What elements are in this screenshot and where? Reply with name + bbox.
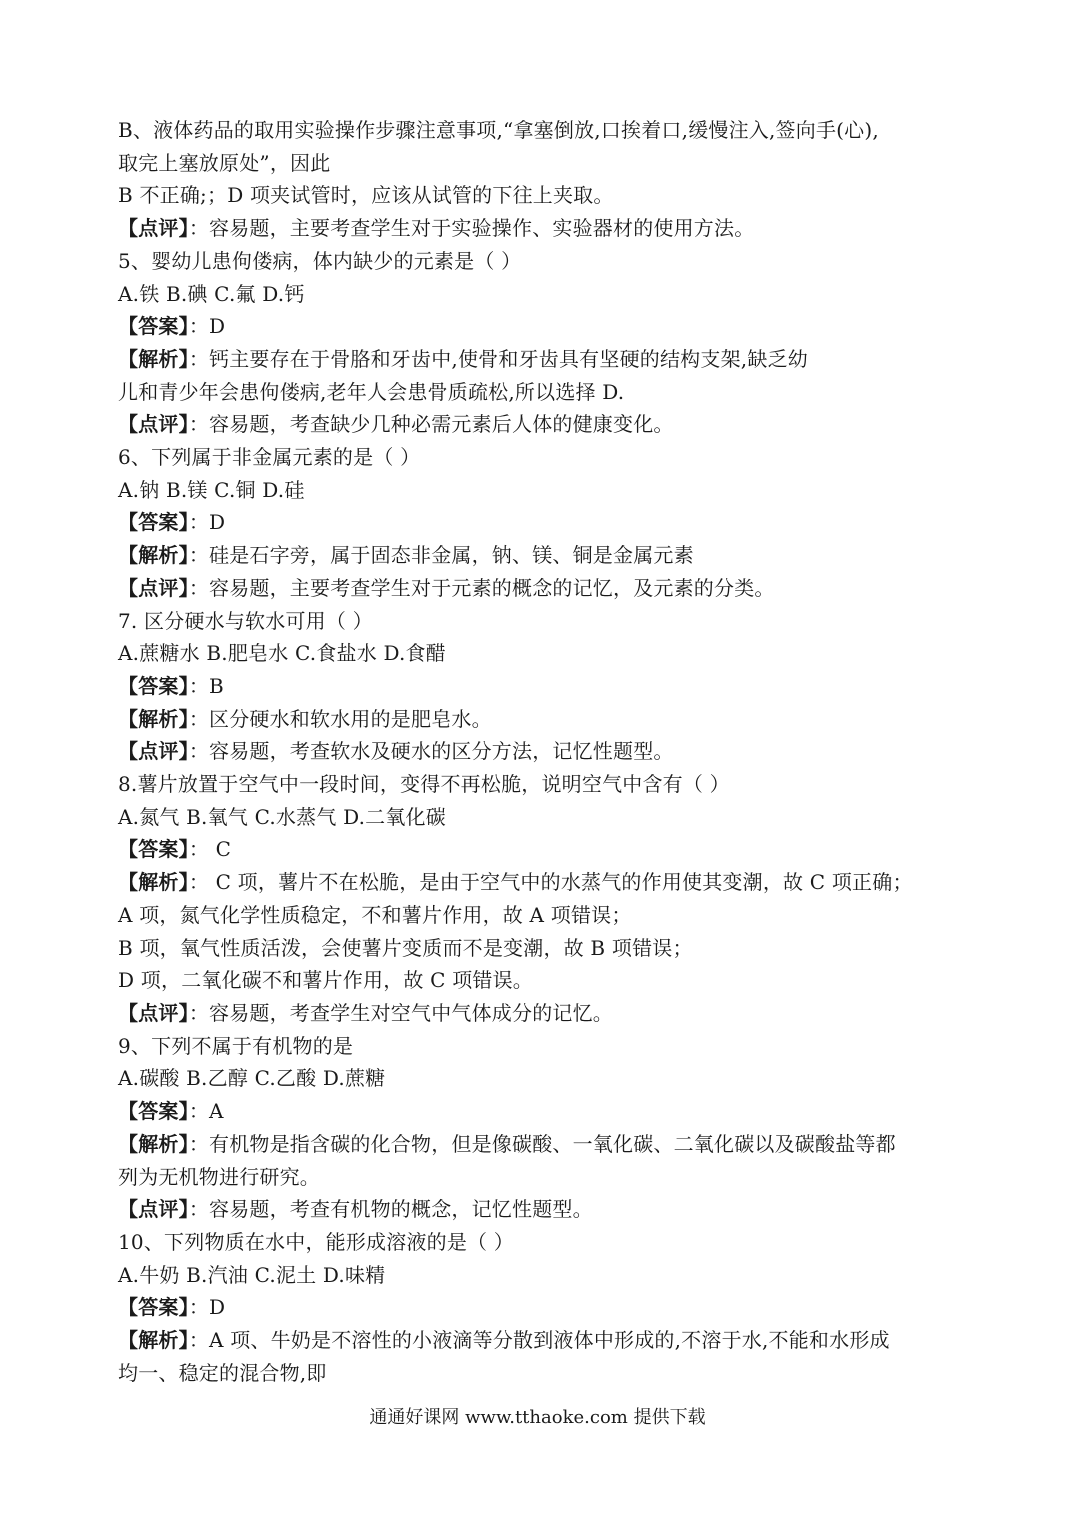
line-text: ：硅是石字旁，属于固态非金属，钠、镁、铜是金属元素 — [188, 543, 694, 568]
text-line — [118, 932, 968, 965]
text-line — [118, 179, 968, 212]
line-text: ： C 项，薯片不在松脆，是由于空气中的水蒸气的作用使其变潮，故 C 项正确； — [188, 870, 913, 895]
line-text: 列为无机物进行研究。 — [118, 1164, 320, 1189]
text-line — [118, 1193, 968, 1226]
text-line — [118, 506, 968, 539]
text-line — [118, 343, 968, 376]
line-text: ：D — [188, 1295, 226, 1320]
section-tag: 【解析】 — [118, 543, 189, 568]
line-text: A.氮气 B.氧气 C.水蒸气 D.二氧化碳 — [118, 804, 446, 829]
section-tag: 【点评】 — [118, 412, 189, 437]
line-text: B 项，氧气性质活泼，会使薯片变质而不是变潮，故 B 项错误； — [118, 935, 693, 960]
line-text: ：D — [188, 510, 226, 535]
line-text: A.铁 B.碘 C.氟 D.钙 — [118, 281, 305, 306]
line-text: 8.薯片放置于空气中一段时间，变得不再松脆，说明空气中含有（ ） — [118, 772, 730, 797]
section-tag: 【解析】 — [118, 346, 189, 371]
section-tag: 【解析】 — [118, 870, 189, 895]
line-text: 10、下列物质在水中，能形成溶液的是（ ） — [118, 1229, 515, 1254]
text-line — [118, 441, 968, 474]
text-line — [118, 964, 968, 997]
text-line — [118, 605, 968, 638]
text-line — [118, 1161, 968, 1194]
line-text: ：容易题，考查学生对空气中气体成分的记忆。 — [188, 1000, 614, 1025]
text-line — [118, 147, 968, 180]
line-text: A.钠 B.镁 C.铜 D.硅 — [118, 477, 305, 502]
section-tag: 【答案】 — [118, 673, 189, 698]
text-line — [118, 866, 968, 899]
line-text: A.蔗糖水 B.肥皂水 C.食盐水 D.食醋 — [118, 641, 446, 666]
line-text: 取完上塞放原处”，因此 — [118, 150, 331, 175]
section-tag: 【点评】 — [118, 1000, 189, 1025]
line-text: ：容易题，主要考查学生对于元素的概念的记忆，及元素的分类。 — [188, 575, 775, 600]
line-text: ：容易题，考查软水及硬水的区分方法，记忆性题型。 — [188, 739, 674, 764]
section-tag: 【答案】 — [118, 837, 189, 862]
line-text: ：区分硬水和软水用的是肥皂水。 — [188, 706, 492, 731]
text-line — [118, 997, 968, 1030]
line-text: 均一、稳定的混合物,即 — [118, 1360, 327, 1385]
text-line — [118, 310, 968, 343]
section-tag: 【解析】 — [118, 706, 189, 731]
line-text: A 项，氮气化学性质稳定，不和薯片作用，故 A 项错误； — [118, 902, 632, 927]
section-tag: 【点评】 — [118, 1197, 189, 1222]
line-text: ：B — [188, 673, 224, 698]
section-tag: 【点评】 — [118, 216, 189, 241]
text-line — [118, 637, 968, 670]
line-text: 6、下列属于非金属元素的是（ ） — [118, 445, 421, 470]
text-line — [118, 1324, 968, 1357]
line-text: ：D — [188, 314, 226, 339]
page-footer: 通通好课网 www.tthaoke.com 提供下载 — [369, 1407, 706, 1428]
line-text: ：钙主要存在于骨胳和牙齿中,使骨和牙齿具有坚硬的结构支架,缺乏幼 — [188, 346, 808, 371]
line-text: ：有机物是指含碳的化合物，但是像碳酸、一氧化碳、二氧化碳以及碳酸盐等都 — [188, 1131, 896, 1156]
line-text: ：A 项、牛奶是不溶性的小液滴等分散到液体中形成的,不溶于水,不能和水形成 — [188, 1328, 890, 1353]
text-line — [118, 1128, 968, 1161]
line-text: A.碳酸 B.乙醇 C.乙酸 D.蔗糖 — [118, 1066, 386, 1091]
section-tag: 【答案】 — [118, 1295, 189, 1320]
line-text: ：容易题，考查有机物的概念，记忆性题型。 — [188, 1197, 593, 1222]
line-text: ：A — [188, 1099, 224, 1124]
section-tag: 【点评】 — [118, 739, 189, 764]
text-line — [118, 801, 968, 834]
text-line — [118, 1291, 968, 1324]
text-line — [118, 1259, 968, 1292]
text-line — [118, 278, 968, 311]
text-line — [118, 212, 968, 245]
section-tag: 【点评】 — [118, 575, 189, 600]
text-line — [118, 474, 968, 507]
text-line — [118, 1062, 968, 1095]
line-text: 7. 区分硬水与软水可用（ ） — [118, 608, 373, 633]
text-line — [118, 1030, 968, 1063]
text-line — [118, 572, 968, 605]
text-line — [118, 1095, 968, 1128]
line-text: ：容易题，考查缺少几种必需元素后人体的健康变化。 — [188, 412, 674, 437]
text-line — [118, 376, 968, 409]
section-tag: 【解析】 — [118, 1131, 189, 1156]
text-line — [118, 703, 968, 736]
line-text: 9、下列不属于有机物的是 — [118, 1033, 354, 1058]
document-body — [118, 114, 968, 1389]
text-line — [118, 768, 968, 801]
line-text: ：容易题，主要考查学生对于实验操作、实验器材的使用方法。 — [188, 216, 755, 241]
section-tag: 【答案】 — [118, 510, 189, 535]
section-tag: 【答案】 — [118, 314, 189, 339]
text-line — [118, 1357, 968, 1390]
text-line — [118, 899, 968, 932]
line-text: B、液体药品的取用实验操作步骤注意事项,“拿塞倒放,口挨着口,缓慢注入,签向手(心), — [118, 118, 879, 142]
line-text: B 不正确;；D 项夹试管时，应该从试管的下往上夹取。 — [118, 183, 614, 208]
text-line — [118, 245, 968, 278]
section-tag: 【解析】 — [118, 1328, 189, 1353]
line-text: ： C — [188, 837, 232, 862]
text-line — [118, 670, 968, 703]
text-line — [118, 833, 968, 866]
line-text: 5、婴幼儿患佝偻病，体内缺少的元素是（ ） — [118, 248, 522, 273]
section-tag: 【答案】 — [118, 1099, 189, 1124]
line-text: A.牛奶 B.汽油 C.泥土 D.味精 — [118, 1262, 386, 1287]
text-line — [118, 539, 968, 572]
text-line — [118, 114, 968, 147]
line-text: 儿和青少年会患佝偻病,老年人会患骨质疏松,所以选择 D. — [118, 379, 625, 404]
text-line — [118, 1226, 968, 1259]
text-line — [118, 408, 968, 441]
line-text: D 项，二氧化碳不和薯片作用，故 C 项错误。 — [118, 968, 534, 993]
text-line — [118, 735, 968, 768]
